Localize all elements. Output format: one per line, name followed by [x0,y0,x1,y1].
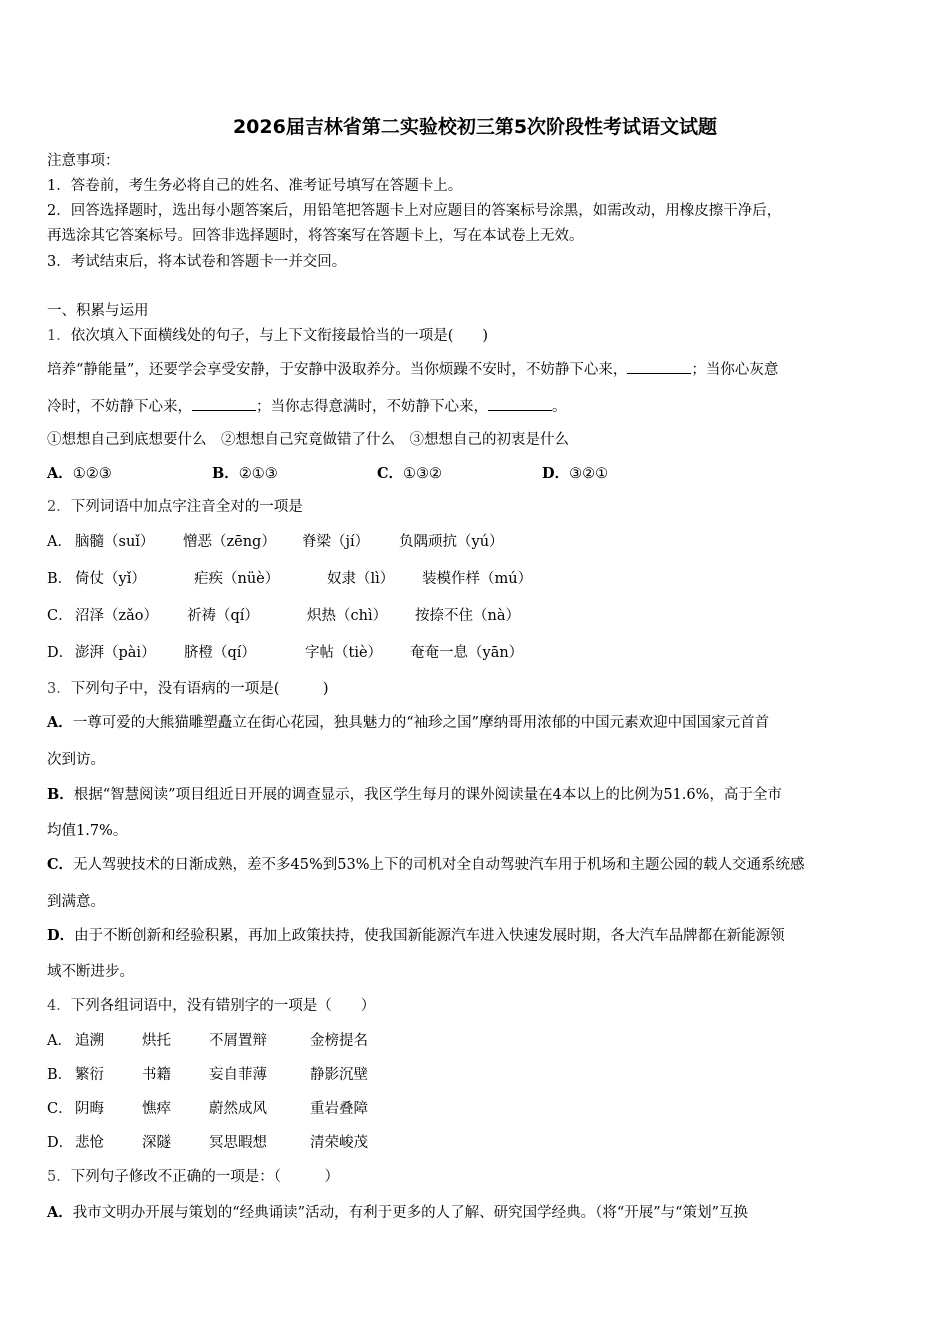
question-number: 5． [47,1169,71,1185]
option-label-b: B． [47,571,73,587]
option-a [47,464,112,484]
notice-item: 再选涂其它答案标号。回答非选择题时，将答案写在答题卡上，写在本试卷上无效。 [47,228,584,244]
word-item: 倚仗（yǐ） [75,571,146,587]
word-item: 脐橙（qí） [184,645,256,661]
question-2-stem [47,497,303,517]
option-c [377,464,442,484]
option-a [47,713,769,733]
option-label-d: D． [47,1135,74,1151]
word-item: 奄奄一息（yān） [410,645,524,661]
option-b [212,464,278,484]
question-4-stem [47,996,375,1016]
passage-text: 。 [552,399,567,415]
word-item: 蔚然成风 [209,1101,267,1117]
question-text: 下列句子中，没有语病的一项是( ) [70,681,329,697]
option-d [47,926,785,946]
option-label-a: A． [47,1033,72,1049]
passage-text: ；当你志得意满时，不妨静下心来， [256,399,488,415]
word-item: 疟疾（nüè） [194,571,280,587]
question-number: 1． [47,328,71,344]
notice-heading: 注意事项： [47,153,120,169]
word-item: 重岩叠障 [310,1101,368,1117]
question-1-choices: ①想想自己到底想要什么 ②想想自己究竟做错了什么 ③想想自己的初衷是什么 [47,432,569,448]
option-label: C． [47,856,74,873]
word-item: 烘托 [142,1033,171,1049]
option-label: B． [47,786,74,803]
word-item: 脊梁（jí） [302,534,370,550]
word-item: 装模作样（mú） [422,571,533,587]
question-1-passage-line [47,396,567,417]
word-item: 清荣峻茂 [310,1135,368,1151]
word-item: 追溯 [75,1033,104,1049]
section-heading: 一、积累与运用 [47,303,149,319]
option-text: 我市文明办开展与策划的“经典诵读”活动，有利于更多的人了解、研究国学经典。（将“开展”与“策划”互换 [72,1205,748,1221]
option-label-d: D． [47,645,74,661]
word-item: 阴晦 [75,1101,104,1117]
word-item: 深隧 [142,1135,171,1151]
word-item: 炽热（chì） [307,608,388,624]
question-text: 下列各组词语中，没有错别字的一项是（ ） [70,998,376,1014]
option-label: D． [542,465,570,482]
option-a [47,1203,748,1223]
option-c [47,855,805,875]
passage-text: 培养“静能量”，还要学会享受安静，于安静中汲取养分。当你烦躁不安时，不妨静下心来， [47,362,628,378]
question-number: 3． [47,681,71,697]
option-label: B． [212,465,239,482]
word-item: 静影沉壁 [310,1067,368,1083]
word-item: 沼泽（zǎo） [75,608,159,624]
word-item: 按捺不住（nà） [415,608,520,624]
option-text: 根据“智慧阅读”项目组近日开展的调查显示，我区学生每月的课外阅读量在4本以上的比例为51.6%，高于全市 [73,787,782,803]
answer-blank [488,396,552,411]
option-b [47,785,782,805]
notice-item: 3．考试结束后，将本试卷和答题卡一并交回。 [47,254,347,270]
word-item: 负隅顽抗（yú） [399,534,504,550]
option-text: 一尊可爱的大熊猫雕塑矗立在街心花园，独具魅力的“袖珍之国”摩纳哥用浓郁的中国元素欢迎中国国家元首首 [72,715,770,731]
word-item: 妄自菲薄 [209,1067,267,1083]
option-label: A． [47,465,73,482]
option-text: ①③② [403,466,443,482]
option-text: ①②③ [72,466,112,482]
question-text: 依次填入下面横线处的句子，与上下文衔接最恰当的一项是( ) [70,328,489,344]
word-item: 祈祷（qí） [187,608,259,624]
passage-text: ；当你心灰意 [691,362,779,378]
option-text: ③②① [569,466,609,482]
question-3-stem [47,679,329,699]
option-b-cont: 均值1.7%。 [47,823,128,839]
word-item: 澎湃（pài） [75,645,156,661]
word-item: 书籍 [142,1067,171,1083]
word-item: 奴隶（lì） [327,571,395,587]
option-label-a: A． [47,534,72,550]
option-text: 无人驾驶技术的日渐成熟，差不多45%到53%上下的司机对全自动驾驶汽车用于机场和主题公园的载人交通系统感 [73,857,805,873]
option-label: A． [47,1204,73,1221]
notice-item: 1．答卷前，考生务必将自己的姓名、准考证号填写在答题卡上。 [47,178,463,194]
option-label: D． [47,927,75,944]
option-d-cont: 域不断进步。 [47,964,134,980]
question-5-stem [47,1167,339,1187]
answer-blank [192,396,256,411]
option-text: 由于不断创新和经验积累，再加上政策扶持，使我国新能源汽车进入快速发展时期，各大汽车品牌都在新能源领 [74,928,785,944]
word-item: 憎恶（zēng） [183,534,276,550]
question-number: 2． [47,499,71,515]
option-label: C． [377,465,404,482]
option-label-c: C． [47,608,73,624]
option-d [542,464,608,484]
option-a-cont: 次到访。 [47,752,105,768]
option-c-cont: 到满意。 [47,894,105,910]
word-item: 不屑置辩 [209,1033,267,1049]
option-label: A． [47,714,73,731]
word-item: 憔瘁 [142,1101,171,1117]
question-number: 4． [47,998,71,1014]
notice-item: 2．回答选择题时，选出每小题答案后，用铅笔把答题卡上对应题目的答案标号涂黑，如需改动，用橡皮擦干净后， [47,203,782,219]
word-item: 悲怆 [75,1135,104,1151]
word-item: 金榜提名 [310,1033,368,1049]
word-item: 脑髓（suǐ） [75,534,155,550]
option-text: ②①③ [238,466,278,482]
question-text: 下列词语中加点字注音全对的一项是 [70,499,303,515]
page-title: 2026届吉林省第二实验校初三第5次阶段性考试语文试题 [232,116,718,138]
option-label-b: B． [47,1067,73,1083]
question-text: 下列句子修改不正确的一项是：（ ） [70,1169,339,1185]
question-1-passage-line [47,359,778,380]
option-label-c: C． [47,1101,73,1117]
word-item: 繁衍 [75,1067,104,1083]
word-item: 字帖（tiè） [305,645,383,661]
word-item: 冥思暇想 [209,1135,267,1151]
passage-text: 冷时，不妨静下心来， [47,399,192,415]
answer-blank [627,359,691,374]
question-1-stem [47,326,488,346]
